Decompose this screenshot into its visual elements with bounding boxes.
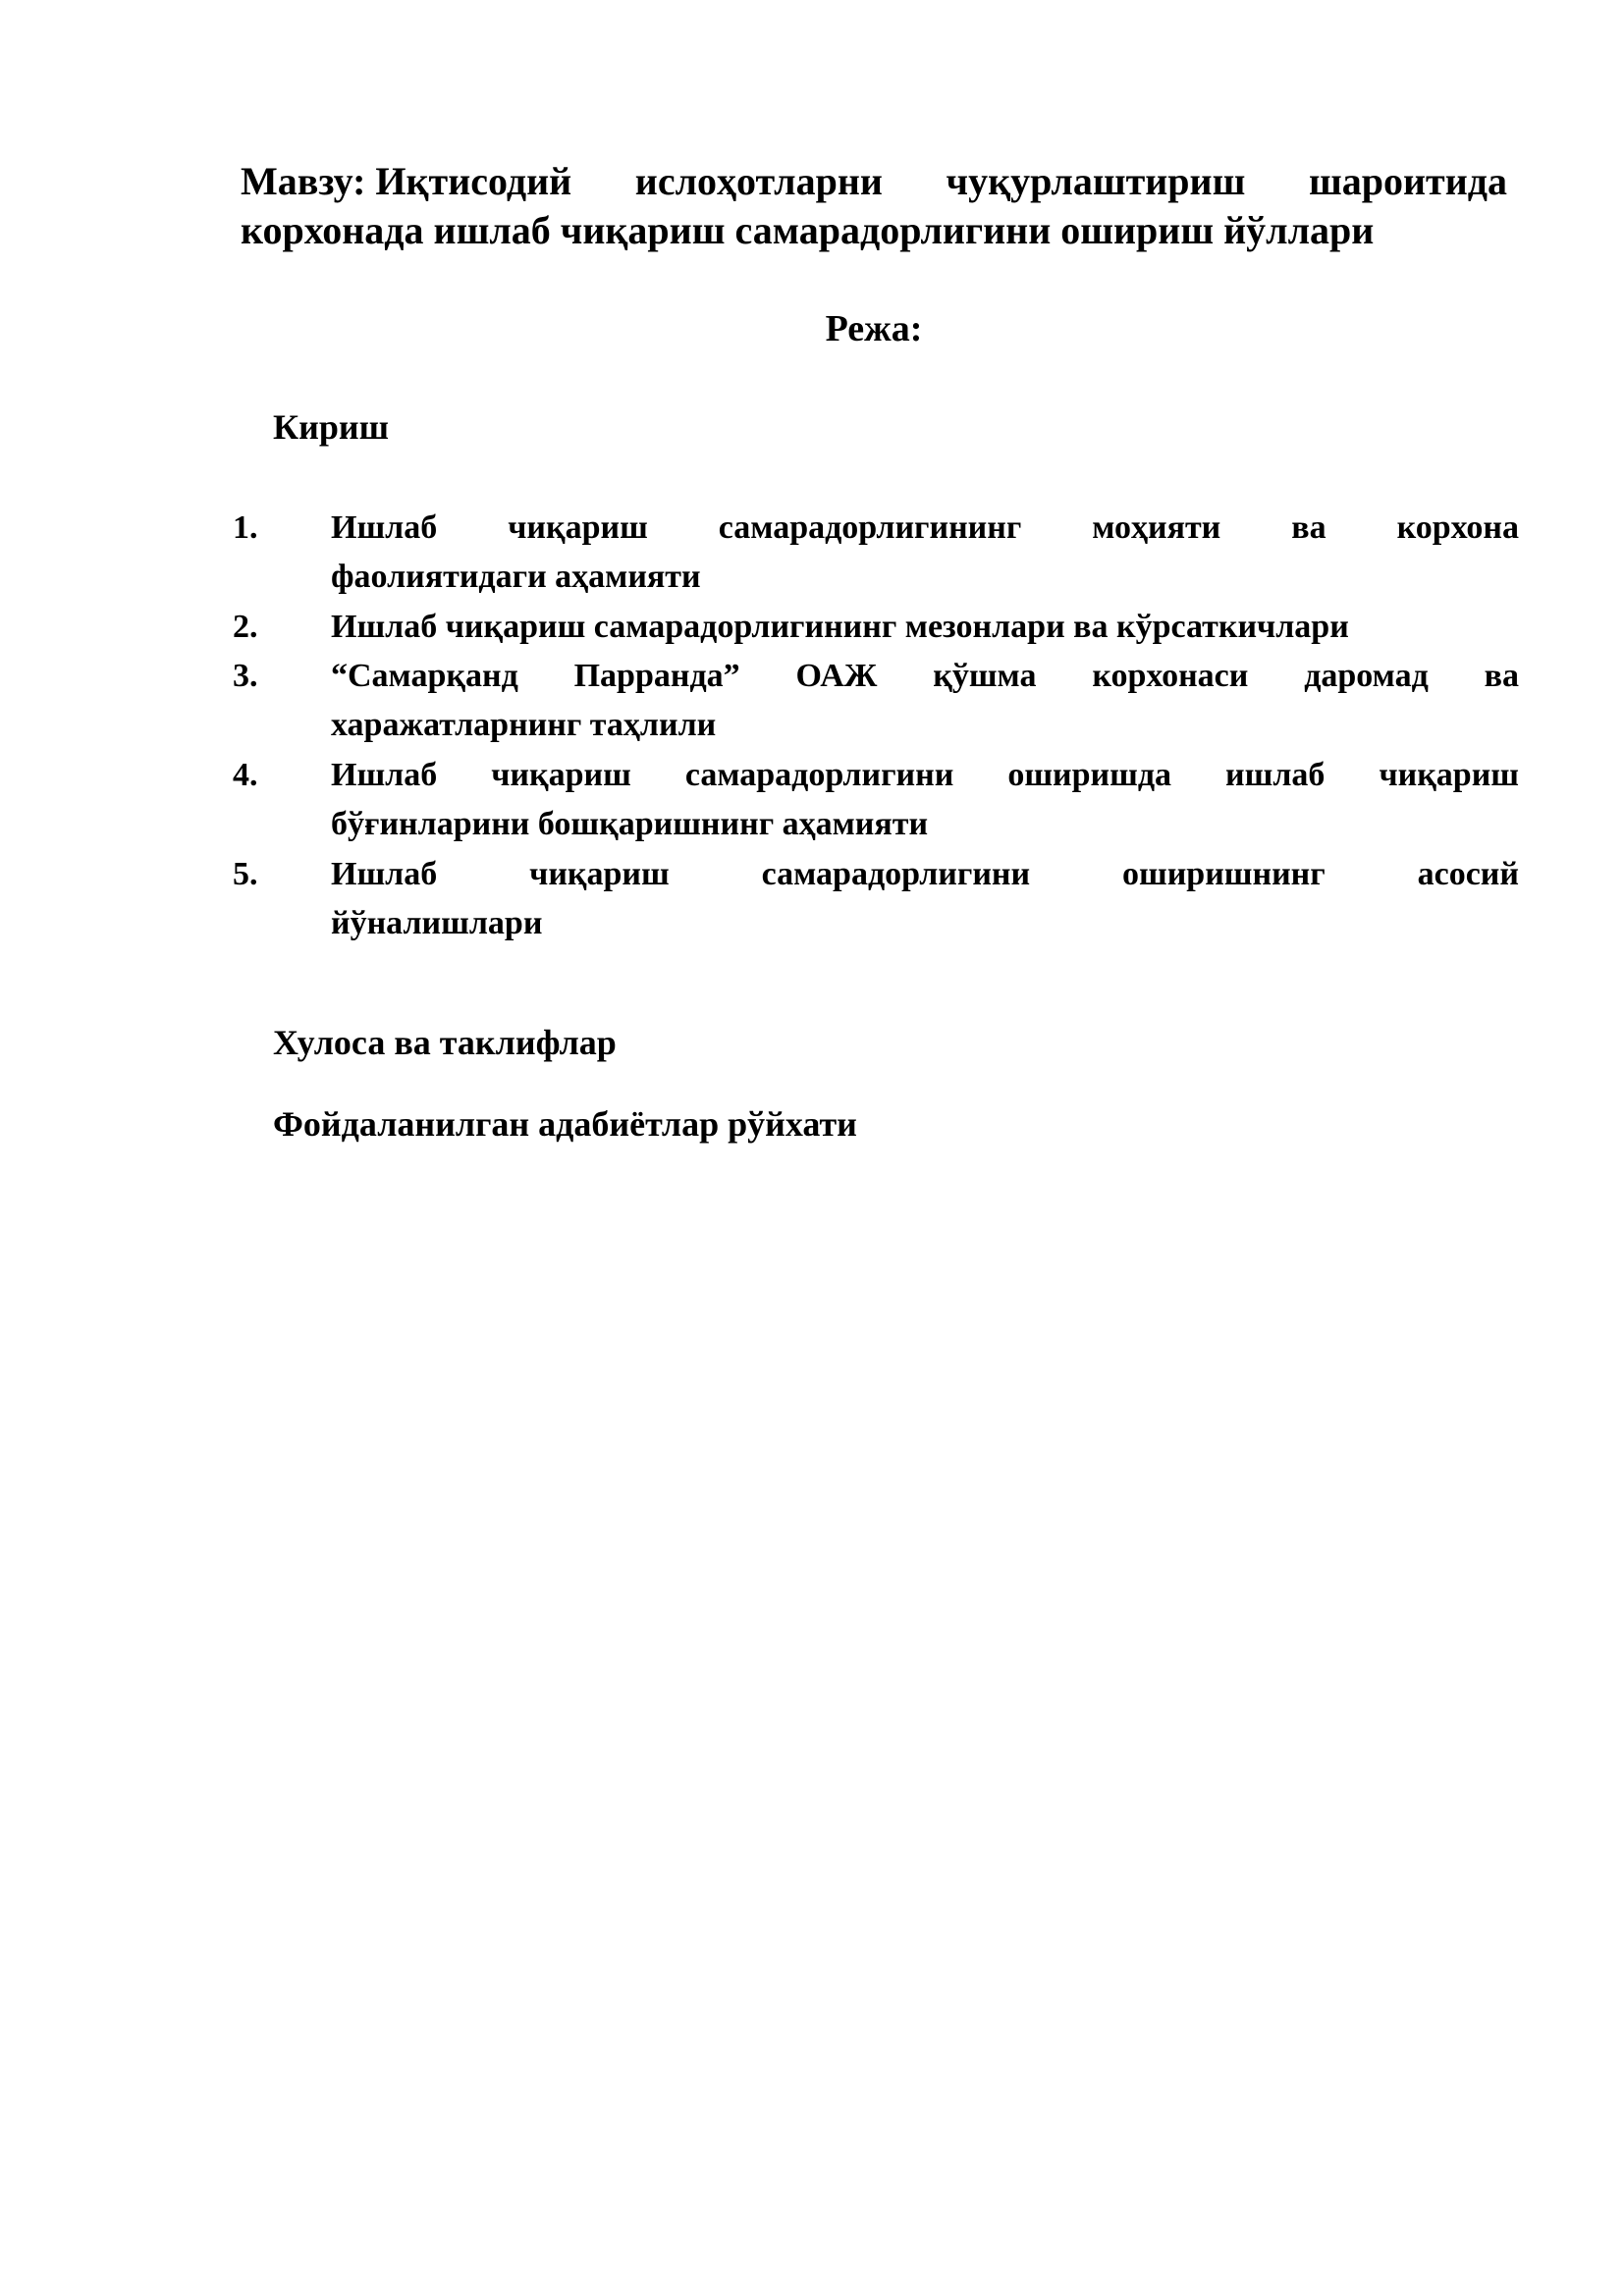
plan-word: оширишнинг: [1122, 856, 1326, 892]
plan-word: чиқариш: [1379, 757, 1519, 793]
plan-word: ишлаб: [1225, 757, 1326, 793]
plan-item-number: 5.: [233, 856, 258, 892]
plan-item-line-1: [331, 751, 1519, 800]
plan-item-number: 2.: [233, 609, 258, 645]
plan-word: моҳияти: [1092, 509, 1221, 546]
references-heading: Фойдаланилган адабиётлар рўйхати: [273, 1104, 857, 1144]
plan-word: чиқариш: [529, 856, 670, 892]
document-title-line-2: корхонада ишлаб чиқариш самарадорлигини ошириш йўллари: [241, 208, 1375, 252]
plan-word: чиқариш: [491, 757, 631, 793]
plan-word: Ишлаб: [331, 856, 438, 892]
plan-item-line-1: [331, 504, 1519, 553]
title-word: шароитида: [1308, 159, 1507, 203]
plan-item-line-2: бўғинларини бошқаришнинг аҳамияти: [331, 806, 929, 842]
plan-word: самарадорлигини: [761, 856, 1031, 892]
plan-item-number: 1.: [233, 509, 258, 546]
plan-word: асосий: [1417, 856, 1519, 892]
plan-item-line-2: харажатларнинг таҳлили: [331, 707, 717, 743]
title-word: ислоҳотларни: [634, 159, 883, 203]
plan-word: “Самарқанд: [331, 658, 518, 694]
plan-item-line-1: [331, 652, 1519, 701]
plan-word: чиқариш: [508, 509, 648, 546]
plan-word: самарадорлигининг: [718, 509, 1022, 546]
plan-word: самарадорлигини: [684, 757, 954, 793]
conclusion-heading: Хулоса ва таклифлар: [273, 1023, 617, 1062]
plan-item-number: 4.: [233, 757, 258, 793]
plan-item-number: 3.: [233, 658, 258, 694]
plan-word: қўшма: [933, 658, 1037, 694]
plan-word: корхона: [1396, 509, 1519, 546]
plan-item-line-1: [331, 850, 1519, 899]
plan-heading: Режа:: [825, 308, 923, 349]
plan-word: ва: [1484, 658, 1519, 694]
plan-word: ОАЖ: [795, 658, 878, 694]
plan-word: ва: [1291, 509, 1326, 546]
plan-word: Ишлаб: [331, 509, 438, 546]
introduction-heading: Кириш: [273, 407, 390, 447]
plan-item-line-2: йўналишлари: [331, 905, 543, 941]
plan-word: даромад: [1304, 658, 1429, 694]
plan-word: корхонаси: [1092, 658, 1249, 694]
document-title-line-1: [241, 157, 1507, 206]
plan-item-line-2: фаолиятидаги аҳамияти: [331, 559, 701, 595]
title-word: Мавзу: Иқтисодий: [241, 159, 572, 203]
plan-word: Ишлаб: [331, 757, 438, 793]
title-word: чуқурлаштириш: [946, 159, 1246, 203]
plan-word: Парранда”: [573, 658, 740, 694]
plan-item-line-1: Ишлаб чиқариш самарадорлигининг мезонлари ва кўрсаткичлари: [331, 609, 1349, 645]
plan-word: оширишда: [1007, 757, 1172, 793]
